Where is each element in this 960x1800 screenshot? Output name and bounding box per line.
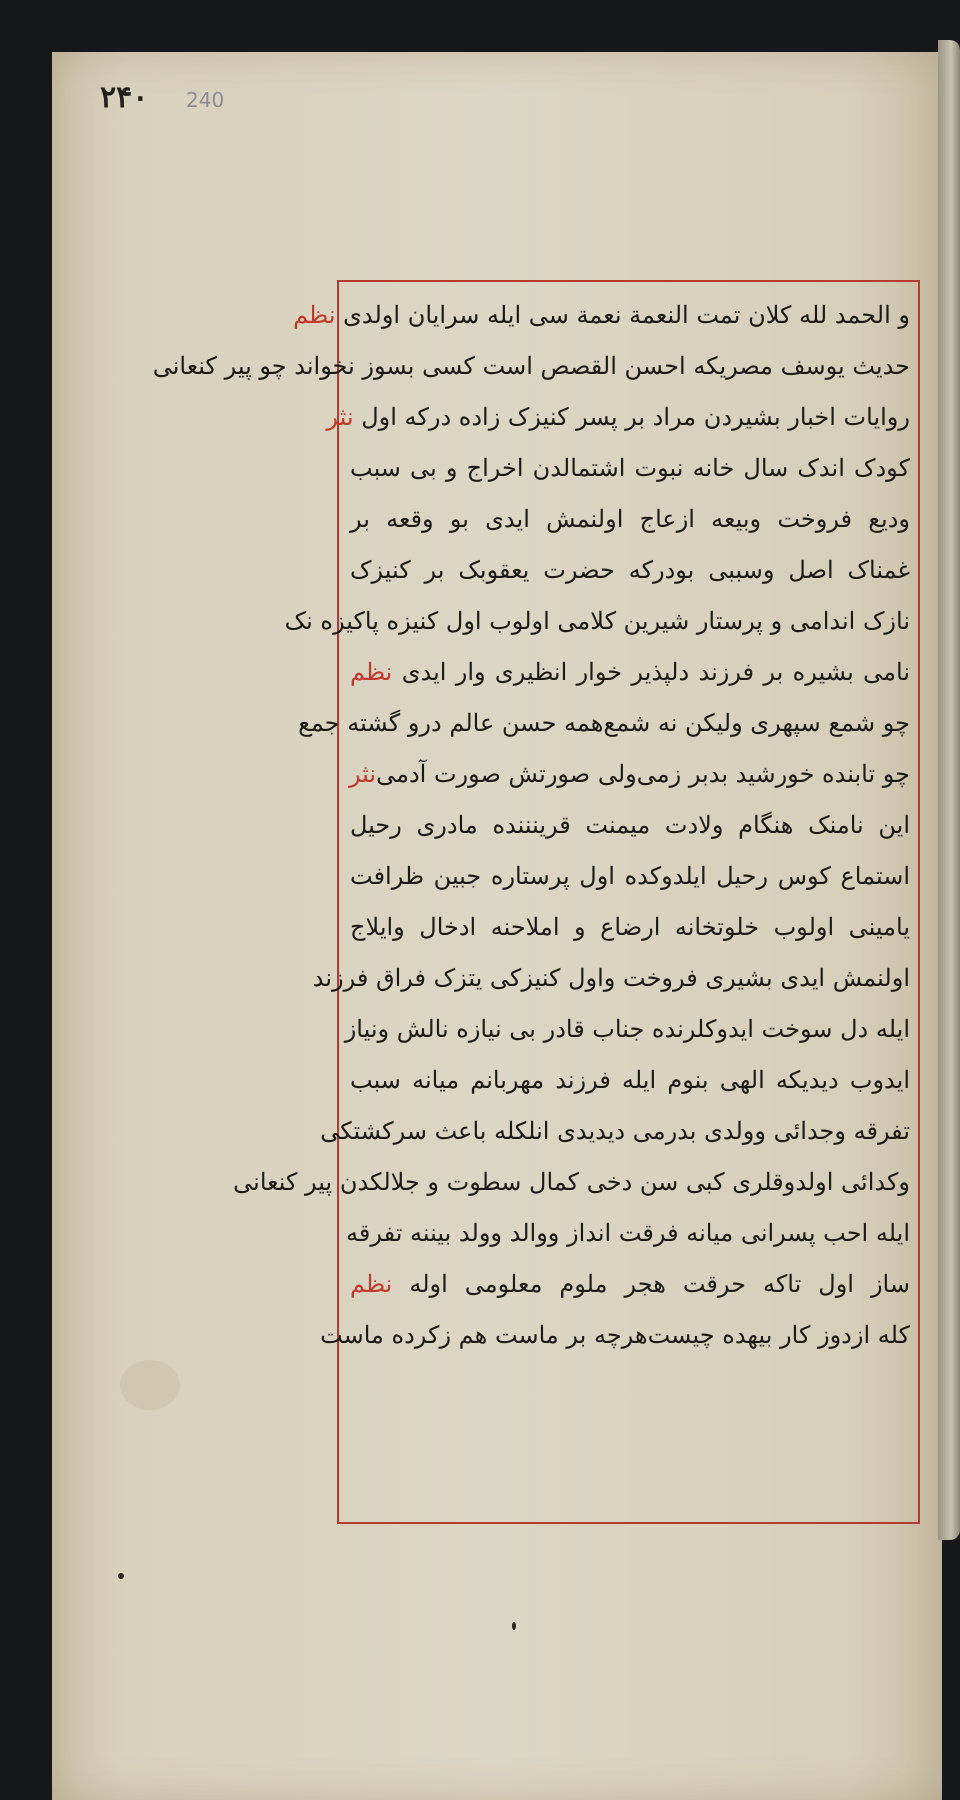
text-line (320, 1106, 910, 1157)
line-text: یامینی اولوب خلوتخانه ارضاع و املاحنه ادخال وایلاج (350, 913, 910, 941)
text-line (350, 443, 910, 494)
line-text: ساز اول تاکه حرقت هجر ملوم معلومی اوله (409, 1270, 910, 1298)
line-text: و الحمد لله كلان تمت النعمة نعمة سی ایله سرایان اولدی (343, 301, 910, 329)
text-line (350, 902, 910, 953)
text-line (350, 800, 910, 851)
text-line (284, 596, 910, 647)
verse-hemistich-right: چو شمع سپهری ولیکن نه شمع (603, 709, 910, 737)
text-line (344, 1004, 910, 1055)
manuscript-text (152, 290, 910, 1515)
page-edge (938, 40, 960, 1540)
rubric-marker: نظم (293, 301, 336, 329)
text-line (293, 290, 910, 341)
line-text: نازک اندامی و پرستار شیرین کلامی اولوب اول کنیزه پاکیزه نک (284, 607, 910, 635)
text-line (350, 749, 910, 800)
line-text: ودیع فروخت وبیعه ازعاج اولنمش ایدی بو وقعه بر (350, 505, 910, 533)
line-text: وکدائی اولدوقلری کبی سن دخی کمال سطوت و جلالکدن پیر کنعانی (233, 1168, 910, 1196)
text-line (345, 1208, 910, 1259)
folio-number-arabic: ۲۴۰ (100, 80, 149, 115)
rubric-marker: نثر (326, 403, 354, 431)
verse-hemistich-left: هرچه بر ماست هم زکرده ماست (320, 1321, 648, 1349)
line-text: ایله احب پسرانی میانه فرقت انداز ووالد وولد بیننه تفرقه (345, 1219, 910, 1247)
text-line (312, 953, 910, 1004)
line-text: غمناک اصل وسببی بودرکه حضرت یعقوبک بر کنیزک (350, 556, 910, 584)
line-text: ایله دل سوخت ایدوکلرنده جناب قادر بی نیازه نالش ونیاز (344, 1015, 910, 1043)
line-text: تفرقه وجدائی وولدی بدرمی دیدیدی انلکله باعث سرکشتکی (320, 1117, 910, 1145)
folio-number-pencil: 240 (186, 88, 225, 112)
verse-hemistich-right: کله ازدوز کار بیهده چیست (647, 1321, 910, 1349)
verse-hemistich-left: همه حسن عالم درو گشته جمع (298, 709, 604, 737)
line-text: ایدوب دیدیکه الهی بنوم ایله فرزند مهربانم میانه سبب (350, 1066, 910, 1094)
line-text: حدیث یوسف مصریکه احسن القصص است کسی بسوز نخواند چو پیر کنعانی (152, 352, 910, 380)
line-text: کودک اندک سال خانه نبوت اشتمالدن اخراج و بی سبب (350, 454, 910, 482)
text-line (350, 494, 910, 545)
text-line (298, 698, 910, 749)
line-text: استماع کوس رحیل ایلدوکده اول پرستاره جبین ظرافت (350, 862, 910, 890)
ink-speck (512, 1622, 516, 1630)
text-line (320, 1310, 910, 1361)
text-line (350, 545, 910, 596)
line-text: روایات اخبار بشیردن مراد بر پسر کنیزک زاده درکه اول (361, 403, 910, 431)
verse-hemistich-left: ولی صورتش صورت آدمی (376, 760, 637, 788)
text-line (350, 851, 910, 902)
text-line (350, 647, 910, 698)
verse-hemistich-right: چو تابنده خورشید بدبر زمی (636, 760, 910, 788)
ink-speck (118, 1573, 124, 1579)
line-text: این نامنک هنگام ولادت میمنت قرینننده مادری رحیل (350, 811, 910, 839)
rubric-marker: نظم (350, 658, 393, 686)
text-line (350, 1259, 910, 1310)
text-line (350, 1055, 910, 1106)
text-line (233, 1157, 910, 1208)
rubric-marker: نثر (348, 760, 377, 788)
line-text: اولنمش ایدی بشیری فروخت واول کنیزکی یتزک فراق فرزند (312, 964, 910, 992)
text-line (152, 341, 910, 392)
paper-stain (120, 1360, 180, 1410)
line-text: نامی بشیره بر فرزند دلپذیر خوار انظیری وار ایدی (401, 658, 910, 686)
text-line (326, 392, 910, 443)
rubric-marker: نظم (350, 1270, 393, 1298)
